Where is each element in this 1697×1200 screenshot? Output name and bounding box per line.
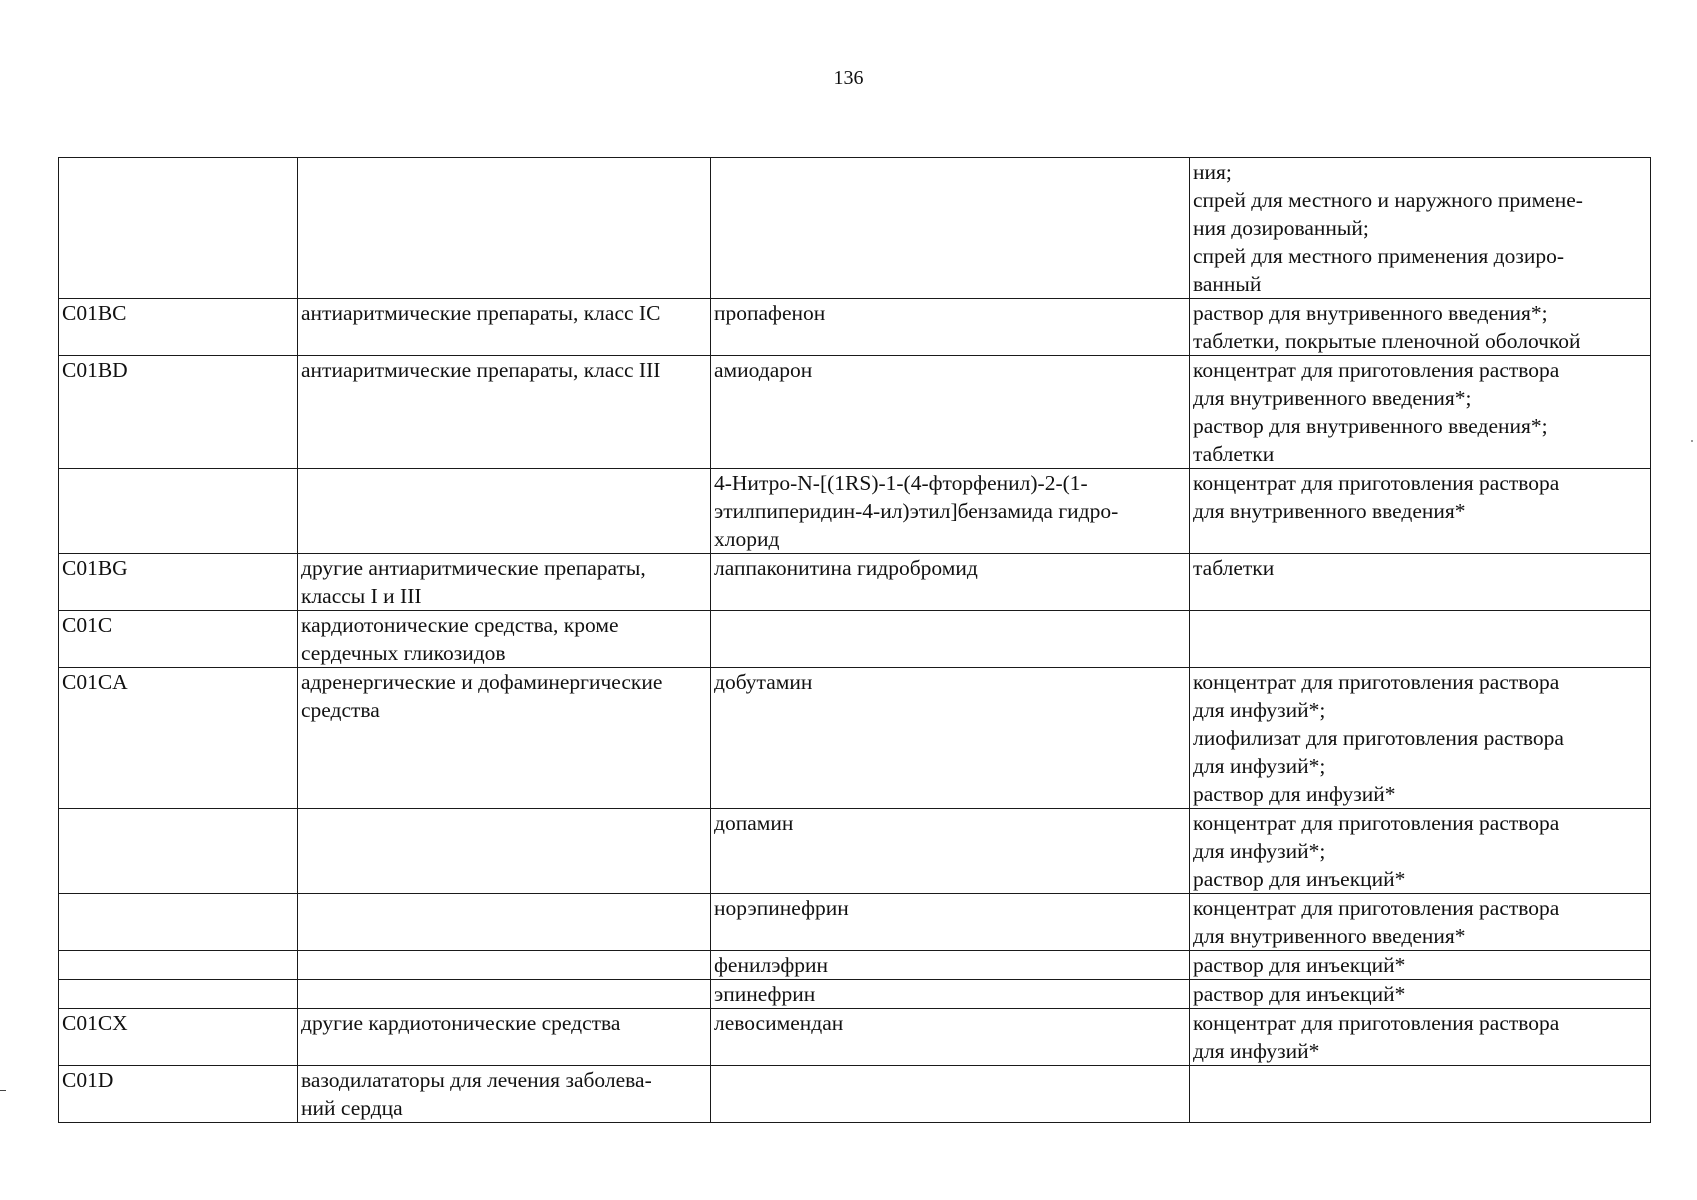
drug-name-cell: [711, 158, 1190, 299]
table-row: [59, 951, 1651, 980]
page-number: 136: [833, 67, 864, 89]
drug-name-cell: [711, 299, 1190, 356]
atc-code-cell: [59, 299, 298, 356]
drug-name-line: лаппаконитина гидробромид: [714, 556, 978, 580]
drug-name-cell: [711, 554, 1190, 611]
atc-code-cell: [59, 554, 298, 611]
drug-name-line: норэпинефрин: [714, 896, 849, 920]
drug-name-cell: [711, 1066, 1190, 1123]
dosage-forms-line: концентрат для приготовления раствора: [1193, 1011, 1560, 1035]
dosage-forms-line: раствор для внутривенного введения*;: [1193, 301, 1548, 325]
table-row: [59, 668, 1651, 809]
table-row: [59, 809, 1651, 894]
drug-name-line: амиодарон: [714, 358, 813, 382]
dosage-forms-line: ния;: [1193, 160, 1232, 184]
dosage-forms-line: концентрат для приготовления раствора: [1193, 811, 1560, 835]
drug-name-cell: [711, 809, 1190, 894]
dosage-forms-cell: [1190, 1009, 1651, 1066]
table-row: [59, 980, 1651, 1009]
atc-code-text: C01CA: [62, 670, 128, 694]
group-name-cell: [298, 1009, 711, 1066]
dosage-forms-line: спрей для местного применения дозиро-: [1193, 244, 1565, 268]
table-row: [59, 611, 1651, 668]
drug-classification-table: [58, 157, 1651, 1123]
atc-code-cell: [59, 951, 298, 980]
dosage-forms-cell: [1190, 1066, 1651, 1123]
atc-code-cell: [59, 356, 298, 469]
group-name-cell: [298, 951, 711, 980]
dosage-forms-line: для инфузий*;: [1193, 754, 1326, 778]
group-name-cell: [298, 356, 711, 469]
group-name-cell: [298, 158, 711, 299]
atc-code-text: C01D: [62, 1068, 114, 1092]
dosage-forms-cell: [1190, 980, 1651, 1009]
atc-code-text: C01BC: [62, 301, 127, 325]
dosage-forms-line: спрей для местного и наружного примене-: [1193, 188, 1583, 212]
group-name-cell: [298, 299, 711, 356]
dosage-forms-cell: [1190, 299, 1651, 356]
dosage-forms-line: раствор для инъекций*: [1193, 982, 1406, 1006]
dosage-forms-line: раствор для инъекций*: [1193, 953, 1406, 977]
group-name-line: антиаритмические препараты, класс IC: [301, 301, 661, 325]
table-row: [59, 554, 1651, 611]
group-name-cell: [298, 980, 711, 1009]
group-name-line: вазодилататоры для лечения заболева-: [301, 1068, 652, 1092]
drug-name-line: хлорид: [714, 527, 780, 551]
group-name-line: классы I и III: [301, 584, 422, 608]
dosage-forms-line: таблетки, покрытые пленочной оболочкой: [1193, 329, 1581, 353]
dosage-forms-cell: [1190, 951, 1651, 980]
dosage-forms-line: для внутривенного введения*;: [1193, 386, 1472, 410]
atc-code-cell: [59, 469, 298, 554]
drug-name-cell: [711, 980, 1190, 1009]
dosage-forms-line: ванный: [1193, 272, 1262, 296]
atc-code-cell: [59, 158, 298, 299]
atc-code-cell: [59, 1066, 298, 1123]
group-name-cell: [298, 894, 711, 951]
drug-name-cell: [711, 1009, 1190, 1066]
table-row: [59, 299, 1651, 356]
group-name-line: ний сердца: [301, 1096, 403, 1120]
atc-code-text: C01CX: [62, 1011, 128, 1035]
group-name-line: адренергические и дофаминергические: [301, 670, 663, 694]
group-name-cell: [298, 554, 711, 611]
atc-code-text: C01BG: [62, 556, 128, 580]
table-row: [59, 356, 1651, 469]
dosage-forms-line: концентрат для приготовления раствора: [1193, 471, 1560, 495]
drug-name-line: эпинефрин: [714, 982, 816, 1006]
drug-name-line: фенилэфрин: [714, 953, 829, 977]
dosage-forms-cell: [1190, 894, 1651, 951]
dosage-forms-line: таблетки: [1193, 556, 1275, 580]
drug-name-line: левосимендан: [714, 1011, 844, 1035]
dosage-forms-line: таблетки: [1193, 442, 1275, 466]
table-row: [59, 469, 1651, 554]
dosage-forms-line: концентрат для приготовления раствора: [1193, 358, 1560, 382]
drug-name-line: 4-Нитро-N-[(1RS)-1-(4-фторфенил)-2-(1-: [714, 471, 1088, 495]
dosage-forms-cell: [1190, 158, 1651, 299]
dosage-forms-cell: [1190, 356, 1651, 469]
dosage-forms-cell: [1190, 469, 1651, 554]
dosage-forms-line: для инфузий*: [1193, 1039, 1320, 1063]
atc-code-cell: [59, 668, 298, 809]
group-name-line: кардиотонические средства, кроме: [301, 613, 619, 637]
scan-speck: [1691, 440, 1693, 442]
table-row: [59, 1066, 1651, 1123]
dosage-forms-line: раствор для инъекций*: [1193, 867, 1406, 891]
group-name-cell: [298, 469, 711, 554]
dosage-forms-line: концентрат для приготовления раствора: [1193, 670, 1560, 694]
group-name-cell: [298, 668, 711, 809]
atc-code-cell: [59, 894, 298, 951]
atc-code-text: C01BD: [62, 358, 128, 382]
dosage-forms-line: для внутривенного введения*: [1193, 924, 1466, 948]
group-name-cell: [298, 809, 711, 894]
group-name-cell: [298, 1066, 711, 1123]
drug-name-line: добутамин: [714, 670, 813, 694]
scan-edge-mark: [0, 1090, 6, 1091]
dosage-forms-cell: [1190, 809, 1651, 894]
dosage-forms-line: для инфузий*;: [1193, 698, 1326, 722]
group-name-line: сердечных гликозидов: [301, 641, 506, 665]
table-body: [59, 158, 1651, 1123]
group-name-cell: [298, 611, 711, 668]
drug-name-line: допамин: [714, 811, 794, 835]
atc-code-cell: [59, 1009, 298, 1066]
dosage-forms-line: для внутривенного введения*: [1193, 499, 1466, 523]
drug-name-cell: [711, 469, 1190, 554]
table-row: [59, 894, 1651, 951]
drug-name-cell: [711, 668, 1190, 809]
table-row: [59, 1009, 1651, 1066]
dosage-forms-line: концентрат для приготовления раствора: [1193, 896, 1560, 920]
drug-name-cell: [711, 356, 1190, 469]
atc-code-text: C01C: [62, 613, 113, 637]
group-name-line: средства: [301, 698, 380, 722]
dosage-forms-cell: [1190, 554, 1651, 611]
dosage-forms-line: раствор для инфузий*: [1193, 782, 1396, 806]
dosage-forms-line: раствор для внутривенного введения*;: [1193, 414, 1548, 438]
group-name-line: другие кардиотонические средства: [301, 1011, 621, 1035]
drug-name-line: этилпиперидин-4-ил)этил]бензамида гидро-: [714, 499, 1119, 523]
drug-name-cell: [711, 611, 1190, 668]
dosage-forms-line: ния дозированный;: [1193, 216, 1369, 240]
atc-code-cell: [59, 980, 298, 1009]
atc-code-cell: [59, 809, 298, 894]
drug-name-cell: [711, 951, 1190, 980]
atc-code-cell: [59, 611, 298, 668]
dosage-forms-cell: [1190, 611, 1651, 668]
dosage-forms-cell: [1190, 668, 1651, 809]
dosage-forms-line: лиофилизат для приготовления раствора: [1193, 726, 1564, 750]
table-row: [59, 158, 1651, 299]
drug-name-line: пропафенон: [714, 301, 826, 325]
group-name-line: другие антиаритмические препараты,: [301, 556, 646, 580]
dosage-forms-line: для инфузий*;: [1193, 839, 1326, 863]
group-name-line: антиаритмические препараты, класс III: [301, 358, 661, 382]
drug-name-cell: [711, 894, 1190, 951]
